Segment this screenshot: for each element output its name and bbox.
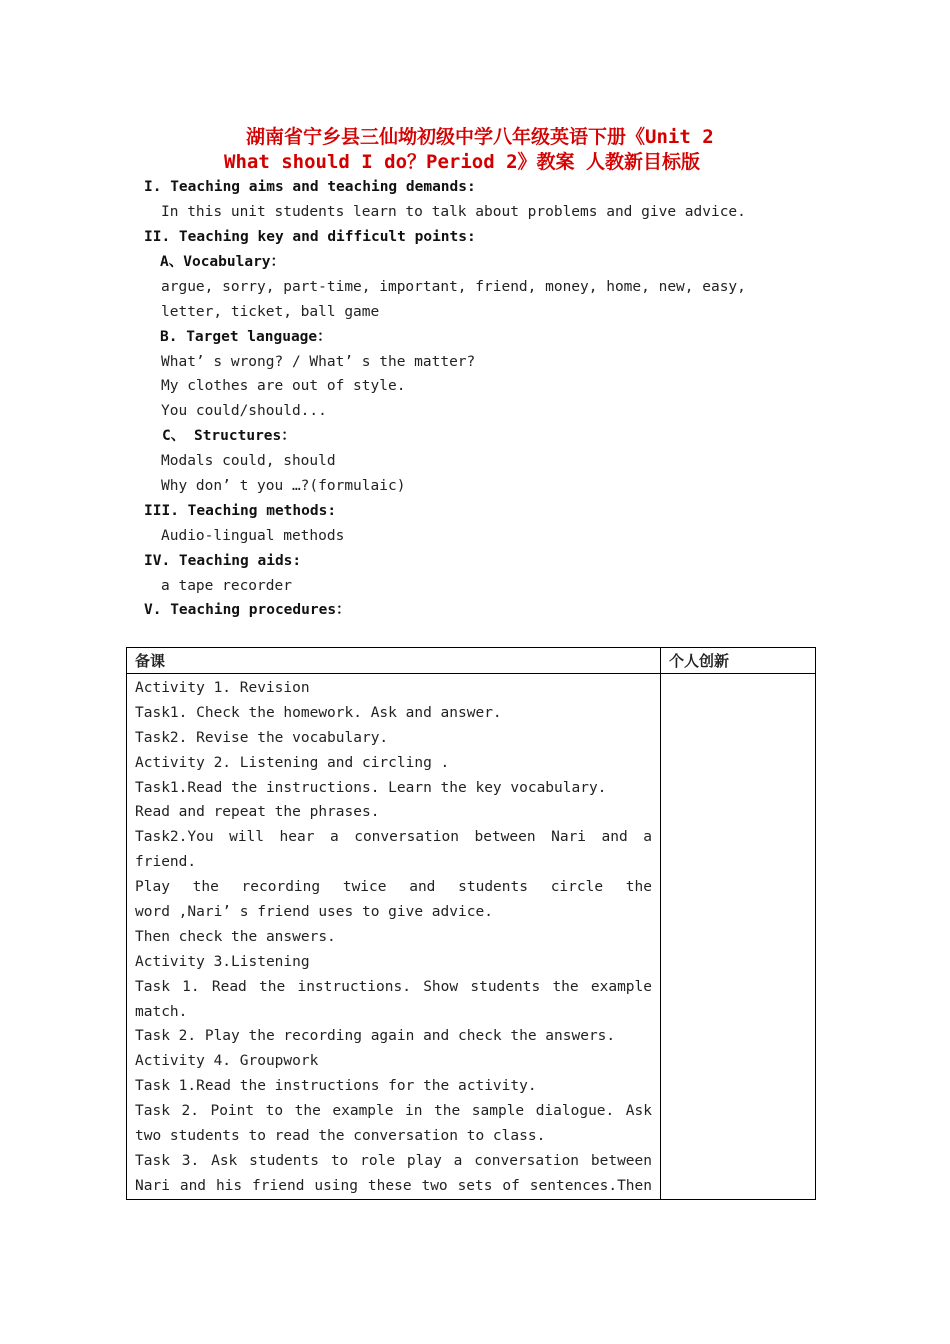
table-line: Task2. Revise the vocabulary. [135,729,389,746]
section-5-heading: V. Teaching procedures： [144,602,351,618]
table-line: Task2.You will hear a conversation between Nari and a [135,829,652,846]
structures-line-2: Why don’ t you …?(formulaic) [161,478,406,494]
vocabulary-heading: A、Vocabulary： [160,254,286,270]
section-2-heading: II. Teaching key and difficult points: [144,229,476,245]
table-line: Task 2. Point to the example in the sample dialogue. Ask [135,1103,652,1120]
lesson-plan-table [126,647,816,1200]
table-line: Activity 3.Listening [135,953,310,970]
target-language-line-2: My clothes are out of style. [161,378,406,394]
vocabulary-line-1: argue, sorry, part-time, important, friend, money, home, new, easy, [161,279,746,295]
section-3-text: Audio-lingual methods [161,528,345,544]
table-line: Play the recording twice and students circle the [135,879,652,896]
table-body-row [127,674,816,1200]
section-4-heading: IV. Teaching aids: [144,553,302,569]
document-title-line-2: What should I do？Period 2》教案 人教新目标版 [224,151,700,173]
table-line: Then check the answers. [135,928,336,945]
section-1-text: In this unit students learn to talk about problems and give advice. [161,204,746,220]
personal-innovation-cell [661,674,816,1200]
lesson-prep-cell [127,674,661,1200]
vocabulary-line-2: letter, ticket, ball game [161,304,380,320]
structures-heading: C、 Structures： [162,428,296,444]
document-title-line-1: 湖南省宁乡县三仙坳初级中学八年级英语下册《Unit 2 [246,126,714,148]
table-line: two students to read the conversation to class. [135,1128,546,1145]
section-4-text: a tape recorder [161,578,292,594]
table-line: Read and repeat the phrases. [135,804,380,821]
table-line: Task1. Check the homework. Ask and answer. [135,704,502,721]
section-3-heading: III. Teaching methods: [144,503,337,519]
table-line: Task 3. Ask students to role play a conversation between [135,1152,652,1169]
target-language-line-1: What’ s wrong? / What’ s the matter? [161,354,476,370]
section-1-heading: I. Teaching aims and teaching demands: [144,179,476,195]
table-line: Task 1. Read the instructions. Show students the example [135,978,652,995]
table-line: friend. [135,854,197,871]
table-line: Nari and his friend using these two sets of sentences.Then [135,1177,652,1194]
table-line: Task 1.Read the instructions for the activity. [135,1078,537,1095]
structures-line-1: Modals could, should [161,453,336,469]
table-line: word ,Nari’ s friend uses to give advice. [135,904,493,921]
table-line: Activity 2. Listening and circling . [135,754,450,771]
target-language-line-3: You could/should... [161,403,327,419]
table-line: match. [135,1003,188,1020]
column-header-personal-innovation: 个人创新 [661,648,816,674]
table-header-row [127,648,816,674]
table-line: Task 2. Play the recording again and check the answers. [135,1028,616,1045]
table-line: Activity 1. Revision [135,680,310,696]
target-language-heading: B. Target language： [160,329,332,345]
table-line: Task1.Read the instructions. Learn the key vocabulary. [135,779,607,796]
column-header-lesson-prep: 备课 [127,648,661,674]
table-line: Activity 4. Groupwork [135,1053,319,1070]
lesson-prep-lines [127,674,660,1199]
